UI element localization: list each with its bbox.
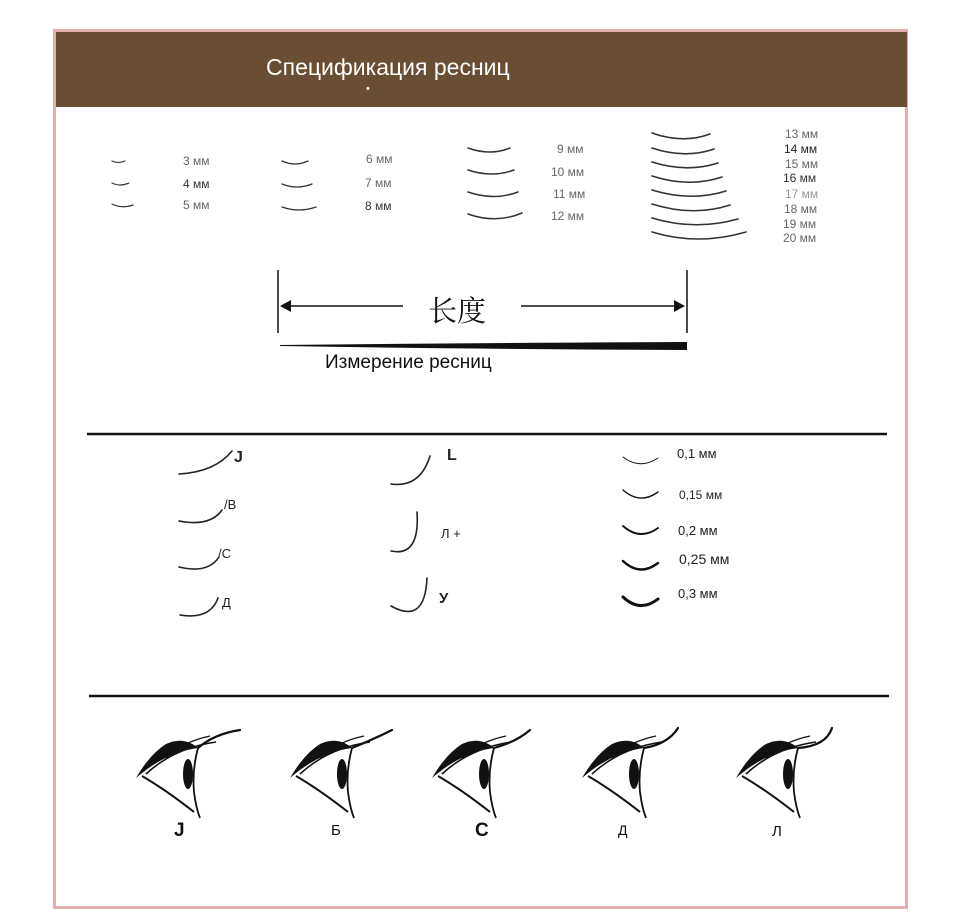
eye-label-b: Б [331,822,341,839]
lash-16mm [652,176,722,182]
curl-u [391,578,427,611]
thickness-0-3 [623,597,658,606]
lash-6mm [282,161,308,164]
length-label-19: 19 мм [783,217,817,231]
eye-label-l: Л [772,823,782,840]
length-label-4: 4 мм [183,177,210,191]
lash-3mm [112,161,125,163]
eye-d-curl [582,728,678,818]
eye-label-d: Д [618,822,628,838]
length-label-10: 10 мм [551,165,585,179]
thickness-label-0-2: 0,2 мм [678,523,718,538]
lash-17mm [652,190,726,196]
header-dot: • [366,83,370,95]
thickness-0-1 [623,457,658,464]
length-label-13: 13 мм [785,127,819,141]
curl-label-u: У [439,590,449,607]
length-label-7: 7 мм [365,176,392,190]
length-label-9: 9 мм [557,142,584,156]
eye-j-curl [136,730,240,818]
lash-8mm [282,207,316,210]
arrowhead-right [674,300,685,312]
lash-13mm [652,133,710,139]
eye-l-curl [736,728,832,818]
length-label-14: 14 мм [784,142,818,156]
lash-19mm [652,218,738,225]
lash-9mm [468,148,510,152]
curl-j [179,451,232,474]
curl-l [391,456,430,484]
lash-7mm [282,184,312,187]
lash-10mm [468,170,514,174]
lash-14mm [652,148,714,154]
curl-label-b: /В [224,497,237,512]
thickness-label-0-15: 0,15 мм [679,488,723,502]
curl-d [180,598,218,616]
length-label-15: 15 мм [785,157,819,171]
curl-label-d: Д [222,595,231,610]
curl-label-j: J [234,449,243,466]
lash-12mm [468,213,522,219]
length-label-18: 18 мм [784,202,818,216]
arrowhead-left [280,300,291,312]
length-label-11: 11 мм [553,187,586,201]
length-label-16: 16 мм [783,171,817,185]
lash-11mm [468,192,518,197]
length-label-6: 6 мм [366,152,393,166]
lash-measure-sample [280,342,687,350]
curl-c [179,557,219,569]
thickness-0-2 [623,526,658,534]
lash-18mm [652,204,730,211]
thickness-label-0-1: 0,1 мм [677,446,717,461]
length-label-8: 8 мм [365,199,392,213]
length-label-3: 3 мм [183,154,210,168]
curl-label-l: L [447,447,457,464]
lash-5mm [112,204,133,207]
eye-b-curl [290,730,392,818]
curl-label-c: /С [218,546,231,561]
thickness-0-25 [623,561,658,570]
eye-c-curl [432,730,530,818]
page-title: Спецификация ресниц [266,54,510,80]
thickness-label-0-25: 0,25 мм [679,551,730,567]
lash-4mm [112,183,129,185]
eye-label-c: С [475,820,489,841]
length-label-12: 12 мм [551,209,585,223]
curl-l-plus [391,512,417,552]
curl-label-l-plus: Л + [441,526,461,541]
thickness-label-0-3: 0,3 мм [678,586,718,601]
length-label-17: 17 мм [785,187,819,201]
curl-b [179,510,222,523]
eye-label-j: J [174,820,185,841]
measure-caption: Измерение ресниц [325,352,492,373]
lash-15mm [652,162,718,168]
lash-20mm [652,232,746,239]
length-label-5: 5 мм [183,198,210,212]
measure-length-cn-label: 长度 [428,294,487,328]
length-label-20: 20 мм [783,231,817,245]
thickness-0-15 [623,490,658,498]
